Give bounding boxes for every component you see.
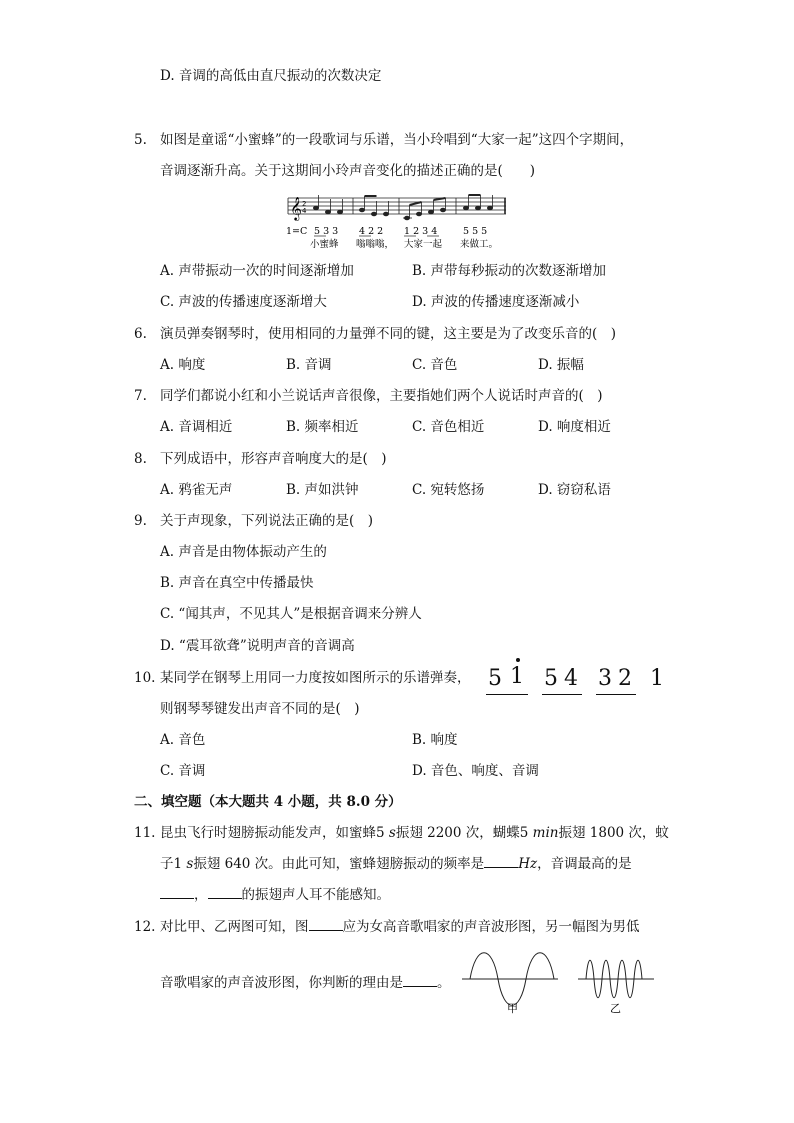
waveform-figure [462,948,656,1018]
q5-option-d[interactable]: D. 声波的传播速度逐渐减小 [412,294,580,310]
q11-line2: 子1 s振翅 640 次。由此可知，蜜蜂翅膀振动的频率是 Hz，音调最高的是 [160,856,632,872]
q7-number: 7. [134,388,147,404]
beat-underline-3 [596,694,636,695]
q6-number: 6. [134,326,147,342]
q9-option-d[interactable]: D. “震耳欲聋”说明声音的音调高 [160,638,355,654]
jianpu-note-1: 5 [488,666,502,691]
treble-clef-icon: 𝄞 [290,196,302,220]
score-numbers-3: 1 2 3 4 [404,226,438,237]
q5-stem-line2: 音调逐渐升高。关于这期间小玲声音变化的描述正确的是( ) [160,163,536,179]
q11-line1: 昆虫飞行时翅膀振动能发声，如蜜蜂5 s振翅 2200 次，蝴蝶5 min振翅 1800 次，蚊 [160,825,669,841]
q10-option-a[interactable]: A. 音色 [160,732,206,748]
q8-option-d[interactable]: D. 窃窃私语 [538,482,611,498]
q10-option-c[interactable]: C. 音调 [160,763,206,779]
q9-number: 9. [134,513,147,529]
jianpu-note-3: 5 [544,666,558,691]
blank-figure[interactable] [309,918,343,931]
label-yi: 乙 [610,1002,621,1015]
beat-underline-1 [486,694,528,695]
svg-text:4: 4 [302,207,307,215]
jianpu-note-7: 1 [650,666,664,691]
score-numbers-2: 4 2 2 [359,226,384,237]
blank-frequency[interactable] [484,855,518,868]
q7-option-a[interactable]: A. 音调相近 [160,419,233,435]
high-octave-dot [516,658,520,662]
q6-option-d[interactable]: D. 振幅 [538,357,584,373]
jianpu-note-4: 4 [564,666,578,691]
q5-stem-line1: 如图是童谣“小蜜蜂”的一段歌词与乐谱，当小玲唱到“大家一起”这四个字期间， [160,132,634,148]
music-score-figure [286,192,508,252]
q8-option-a[interactable]: A. 鸦雀无声 [160,482,233,498]
q9-option-a[interactable]: A. 声音是由物体振动产生的 [160,544,327,560]
q7-option-b[interactable]: B. 频率相近 [286,419,359,435]
q12-number: 12. [134,919,156,935]
q8-number: 8. [134,451,147,467]
q11-number: 11. [134,825,156,841]
q11-line3: ， 的振翅声人耳不能感知。 [160,886,390,904]
q6-option-a[interactable]: A. 响度 [160,357,206,373]
q10-option-b[interactable]: B. 响度 [412,732,458,748]
score-key: 1=C [286,226,308,237]
q12-line1: 对比甲、乙两图可知，图 应为女高音歌唱家的声音波形图，另一幅图为男低 [160,919,640,935]
q4-option-d: D. 音调的高低由直尺振动的次数决定 [160,68,382,84]
q8-option-c[interactable]: C. 宛转悠扬 [412,482,485,498]
q7-stem: 同学们都说小红和小兰说话声音很像，主要指她们两个人说话时声音的( ) [160,388,603,404]
q12-line2: 音歌唱家的声音波形图，你判断的理由是 。 [160,975,451,991]
score-numbers-1: 5 3 3 [314,226,339,237]
q5-option-c[interactable]: C. 声波的传播速度逐渐增大 [160,294,327,310]
blank-highest-pitch[interactable] [160,886,194,899]
score-lyrics-4: 来做工。 [460,239,499,250]
q5-option-b[interactable]: B. 声带每秒振动的次数逐渐增加 [412,263,607,279]
blank-inaudible[interactable] [208,886,242,899]
q6-option-b[interactable]: B. 音调 [286,357,332,373]
beat-underline-2 [542,694,582,695]
label-jia: 甲 [507,1002,518,1015]
q9-stem: 关于声现象，下列说法正确的是( ) [160,513,374,529]
jianpu-note-5: 3 [598,666,612,691]
section-2-title: 二、填空题（本大题共 4 小题，共 8.0 分） [134,794,402,810]
jianpu-note-2: 1 [510,664,524,689]
q5-number: 5. [134,132,147,148]
jianpu-score-figure [484,660,664,700]
q9-option-b[interactable]: B. 声音在真空中传播最快 [160,575,314,591]
q10-number: 10. [134,670,156,686]
q10-stem-line2: 则钢琴琴键发出声音不同的是( ) [160,701,360,717]
q6-stem: 演员弹奏钢琴时，使用相同的力量弹不同的键，这主要是为了改变乐音的( ) [160,326,617,342]
q9-option-c[interactable]: C. “闻其声，不见其人”是根据音调来分辨人 [160,606,422,622]
q10-option-d[interactable]: D. 音色、响度、音调 [412,763,539,779]
svg-text:2: 2 [302,200,307,208]
q6-option-c[interactable]: C. 音色 [412,357,458,373]
q10-stem-line1: 某同学在钢琴上用同一力度按如图所示的乐谱弹奏， [160,670,471,686]
jianpu-note-6: 2 [618,666,632,691]
q7-option-d[interactable]: D. 响度相近 [538,419,611,435]
blank-reason[interactable] [403,974,437,987]
q8-option-b[interactable]: B. 声如洪钟 [286,482,359,498]
score-numbers-4: 5 5 5 [463,226,488,237]
q7-option-c[interactable]: C. 音色相近 [412,419,485,435]
score-lyrics-2: 嗡嗡嗡， [356,239,395,250]
score-lyrics-3: 大家一起 [404,239,443,250]
q5-option-a[interactable]: A. 声带振动一次的时间逐渐增加 [160,263,354,279]
q8-stem: 下列成语中，形容声音响度大的是( ) [160,451,387,467]
score-lyrics-1: 小蜜蜂 [310,239,339,250]
